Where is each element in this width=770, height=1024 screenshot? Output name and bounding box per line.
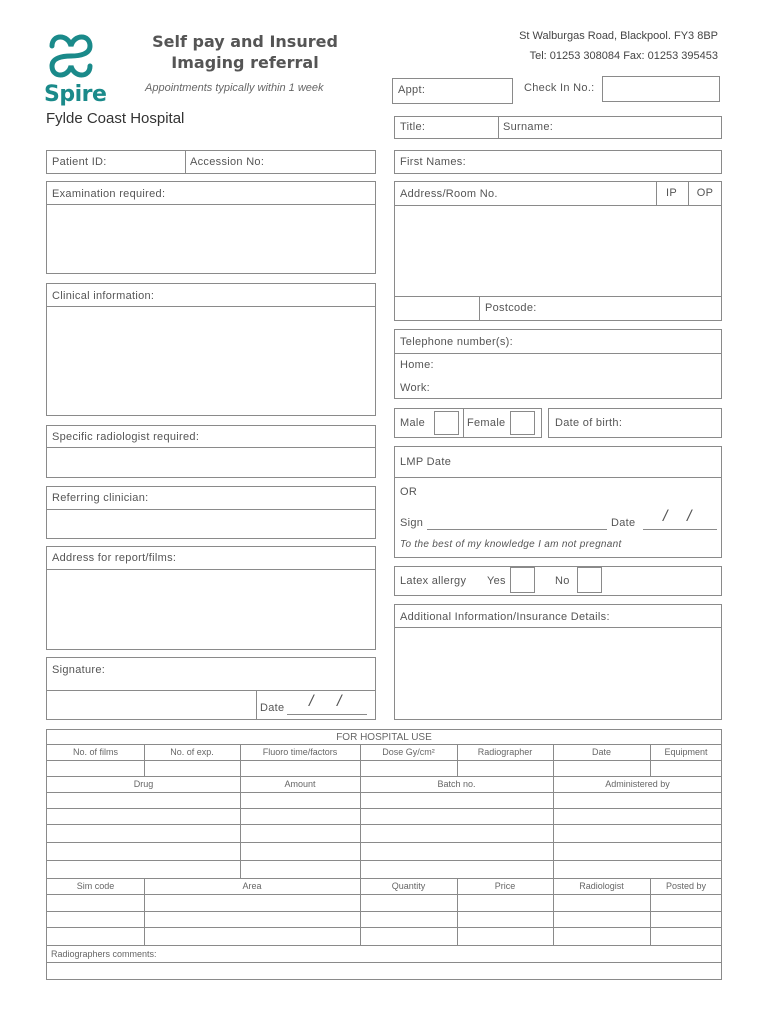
signature-field[interactable] — [47, 680, 375, 689]
title-label: Title: — [400, 121, 426, 133]
hospital-name: Fylde Coast Hospital — [46, 110, 185, 127]
male-checkbox[interactable] — [434, 411, 459, 435]
hospital-use-heading: FOR HOSPITAL USE — [336, 732, 432, 743]
work-phone-field[interactable] — [440, 377, 720, 397]
col-drug: Drug — [133, 779, 154, 789]
sign-field[interactable] — [426, 512, 606, 530]
address-field[interactable] — [395, 206, 721, 295]
col-radiologist: Radiologist — [579, 881, 624, 891]
op-checkbox[interactable] — [689, 182, 721, 204]
radiologist-field[interactable] — [47, 448, 375, 477]
referring-field[interactable] — [47, 509, 375, 538]
additional-field[interactable] — [395, 627, 721, 719]
col-sim-code: Sim code — [76, 881, 115, 891]
check-in-label: Check In No.: — [524, 82, 595, 94]
title-field[interactable] — [395, 117, 497, 138]
first-names-field[interactable] — [394, 150, 722, 174]
col-date: Date — [591, 747, 611, 757]
telephone-label: Telephone number(s): — [400, 336, 514, 348]
op-label: OP — [696, 187, 714, 199]
col-area: Area — [242, 881, 262, 891]
ip-checkbox[interactable] — [656, 182, 687, 204]
first-names-label: First Names: — [400, 156, 466, 168]
home-label: Home: — [400, 359, 434, 371]
home-phone-field[interactable] — [440, 354, 720, 374]
latex-section — [394, 566, 722, 596]
male-label: Male — [400, 417, 426, 429]
report-address-field[interactable] — [47, 569, 375, 649]
appt-field[interactable] — [392, 78, 513, 104]
lmp-date-label: Date — [611, 517, 636, 529]
col-amount: Amount — [284, 779, 316, 789]
yes-label: Yes — [487, 575, 506, 587]
col-price: Price — [494, 881, 516, 891]
no-label: No — [555, 575, 570, 587]
col-quantity: Quantity — [391, 881, 426, 891]
pregnancy-note: To the best of my knowledge I am not pregnant — [400, 539, 622, 550]
col-no-of-exp: No. of exp. — [170, 747, 214, 757]
appt-label: Appt: — [398, 84, 426, 96]
lmp-date-separator: / — [687, 508, 692, 525]
accession-label: Accession No: — [190, 156, 265, 168]
accession-field[interactable] — [186, 151, 375, 173]
work-label: Work: — [400, 382, 431, 394]
patient-id-field[interactable] — [47, 151, 184, 173]
dob-label: Date of birth: — [555, 417, 623, 429]
surname-label: Surname: — [503, 121, 554, 133]
col-administered-by: Administered by — [605, 779, 670, 789]
col-equipment: Equipment — [664, 747, 708, 757]
latex-label: Latex allergy — [400, 575, 467, 587]
clinical-field[interactable] — [47, 306, 375, 415]
radiographers-comments-label: Radiographers comments: — [51, 949, 157, 959]
ip-label: IP — [666, 187, 677, 199]
hospital-address: St Walburgas Road, Blackpool. FY3 8BP — [519, 30, 718, 42]
check-in-field[interactable] — [602, 76, 720, 102]
col-dose: Dose Gy/cm² — [382, 747, 435, 757]
signature-date-separator: / — [337, 693, 342, 710]
patient-id-label: Patient ID: — [52, 156, 107, 168]
spire-swirl-logo-icon — [46, 32, 96, 80]
radiographers-comments-field[interactable] — [47, 962, 721, 979]
spire-logo — [44, 32, 107, 112]
postcode-field[interactable] — [480, 297, 721, 320]
lmp-date-field[interactable] — [450, 448, 720, 474]
signature-date-field[interactable] — [286, 691, 366, 713]
lmp-label: LMP Date — [400, 456, 452, 468]
hospital-use-table — [46, 729, 722, 980]
latex-no-checkbox[interactable] — [577, 567, 602, 593]
referring-label: Referring clinician: — [52, 492, 149, 504]
female-label: Female — [467, 417, 506, 429]
signature-label: Signature: — [52, 664, 106, 676]
additional-label: Additional Information/Insurance Details: — [400, 611, 610, 623]
col-posted-by: Posted by — [665, 881, 707, 891]
col-radiographer: Radiographer — [477, 747, 533, 757]
col-fluoro-time: Fluoro time/factors — [262, 747, 338, 757]
spire-wordmark: Spire — [44, 82, 107, 107]
form-title-line2: Imaging referral — [171, 53, 319, 72]
examination-field[interactable] — [47, 204, 375, 273]
signature-date-separator: / — [309, 693, 314, 710]
form-title-line1: Self pay and Insured — [152, 32, 338, 51]
dob-field[interactable] — [548, 408, 722, 438]
clinical-label: Clinical information: — [52, 290, 155, 302]
latex-yes-checkbox[interactable] — [510, 567, 535, 593]
radiologist-label: Specific radiologist required: — [52, 431, 200, 443]
col-no-of-films: No. of films — [72, 747, 118, 757]
postcode-label: Postcode: — [485, 302, 537, 314]
address-room-label: Address/Room No. — [400, 188, 498, 200]
report-address-label: Address for report/films: — [52, 552, 177, 564]
hospital-contact: Tel: 01253 308084 Fax: 01253 395453 — [529, 50, 718, 62]
lmp-date-separator: / — [663, 508, 668, 525]
form-subtitle: Appointments typically within 1 week — [145, 82, 324, 94]
surname-field[interactable] — [499, 117, 721, 138]
sign-date-field[interactable] — [642, 512, 716, 530]
col-batch-no: Batch no. — [437, 779, 476, 789]
signature-date-label: Date — [260, 702, 285, 714]
female-checkbox[interactable] — [510, 411, 535, 435]
sign-label: Sign — [400, 517, 424, 529]
examination-label: Examination required: — [52, 188, 166, 200]
or-label: OR — [400, 486, 418, 498]
